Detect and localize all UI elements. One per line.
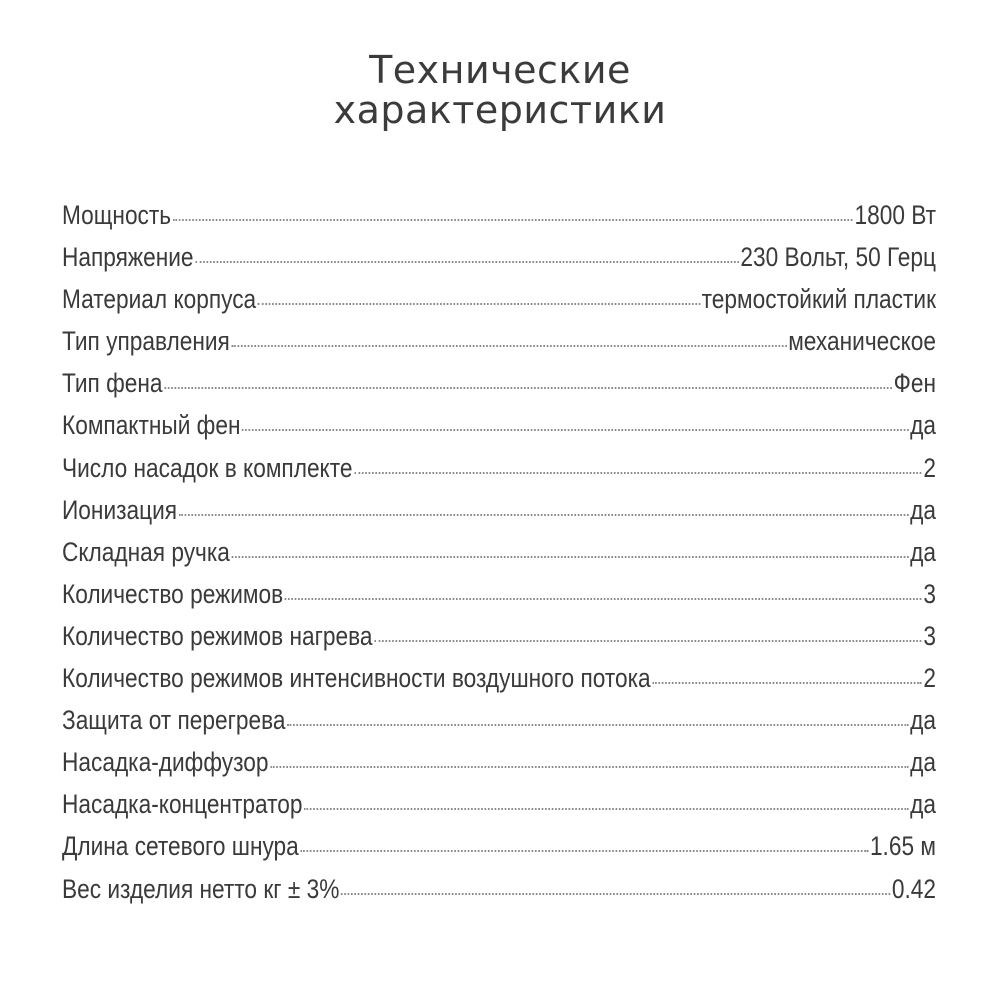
dotted-leader bbox=[304, 808, 908, 810]
spec-label: Тип управления bbox=[62, 326, 230, 357]
spec-value: да bbox=[910, 536, 936, 567]
spec-label: Насадка-диффузор bbox=[62, 747, 269, 778]
spec-value: да bbox=[910, 789, 936, 820]
spec-value: да bbox=[910, 494, 936, 525]
spec-label: Компактный фен bbox=[62, 410, 241, 441]
spec-label: Тип фена bbox=[62, 368, 163, 399]
page-title bbox=[0, 50, 1000, 130]
spec-value: термостойкий пластик bbox=[701, 284, 936, 315]
dotted-leader bbox=[652, 682, 921, 684]
dotted-leader bbox=[341, 893, 890, 895]
spec-value: да bbox=[910, 747, 936, 778]
dotted-leader bbox=[270, 766, 908, 768]
spec-value: 2 bbox=[923, 452, 936, 483]
spec-value: механическое bbox=[788, 326, 936, 357]
dotted-leader bbox=[300, 850, 868, 852]
spec-label: Количество режимов bbox=[62, 578, 284, 609]
spec-row-dryer-type bbox=[62, 362, 936, 404]
spec-row-body-material bbox=[62, 278, 936, 320]
spec-row-voltage bbox=[62, 236, 936, 278]
spec-label: Насадка-концентратор bbox=[62, 789, 303, 820]
dotted-leader bbox=[231, 345, 786, 347]
spec-label: Мощность bbox=[62, 200, 172, 230]
dotted-leader bbox=[164, 387, 892, 389]
spec-row-overheat-protection bbox=[62, 699, 936, 741]
spec-value: Фен bbox=[893, 368, 936, 399]
spec-value: да bbox=[910, 705, 936, 736]
spec-row-airflow-modes bbox=[62, 657, 936, 699]
spec-row-diffuser bbox=[62, 741, 936, 783]
spec-label: Напряжение bbox=[62, 242, 194, 273]
dotted-leader bbox=[195, 261, 738, 263]
dotted-leader bbox=[374, 640, 921, 642]
spec-label: Вес изделия нетто кг ± 3% bbox=[62, 873, 340, 904]
spec-row-net-weight bbox=[62, 868, 936, 910]
dotted-leader bbox=[232, 556, 909, 558]
spec-value: 3 bbox=[923, 620, 936, 651]
spec-value: 1800 Вт bbox=[854, 200, 936, 230]
spec-row-modes-count bbox=[62, 573, 936, 615]
spec-list bbox=[62, 194, 936, 910]
spec-row-attachments-count bbox=[62, 447, 936, 489]
spec-label: Ионизация bbox=[62, 494, 178, 525]
dotted-leader bbox=[242, 429, 908, 431]
spec-row-heat-modes bbox=[62, 615, 936, 657]
dotted-leader bbox=[285, 598, 922, 600]
spec-label: Количество режимов интенсивности воздушного потока bbox=[62, 663, 651, 694]
spec-label: Длина сетевого шнура bbox=[62, 831, 299, 862]
spec-row-control-type bbox=[62, 320, 936, 362]
dotted-leader bbox=[179, 514, 909, 516]
spec-row-concentrator bbox=[62, 783, 936, 825]
spec-label: Количество режимов нагрева bbox=[62, 620, 373, 651]
page-title-line-1: Технические bbox=[369, 48, 631, 92]
page-title-line-2: характеристики bbox=[333, 88, 667, 132]
spec-row-cord-length bbox=[62, 825, 936, 867]
dotted-leader bbox=[354, 472, 922, 474]
spec-value: да bbox=[910, 410, 936, 441]
spec-label: Число насадок в комплекте bbox=[62, 452, 353, 483]
spec-value: 3 bbox=[923, 578, 936, 609]
spec-label: Материал корпуса bbox=[62, 284, 257, 315]
spec-value: 2 bbox=[923, 663, 936, 694]
dotted-leader bbox=[173, 219, 853, 221]
spec-row-power bbox=[62, 194, 936, 236]
spec-value: 230 Вольт, 50 Герц bbox=[740, 242, 936, 273]
dotted-leader bbox=[258, 303, 700, 305]
spec-label: Защита от перегрева bbox=[62, 705, 286, 736]
spec-row-compact bbox=[62, 404, 936, 446]
spec-value: 1.65 м bbox=[869, 831, 936, 862]
spec-label: Складная ручка bbox=[62, 536, 230, 567]
dotted-leader bbox=[287, 724, 908, 726]
spec-value: 0.42 bbox=[891, 873, 936, 904]
spec-row-ionization bbox=[62, 489, 936, 531]
spec-row-folding-handle bbox=[62, 531, 936, 573]
